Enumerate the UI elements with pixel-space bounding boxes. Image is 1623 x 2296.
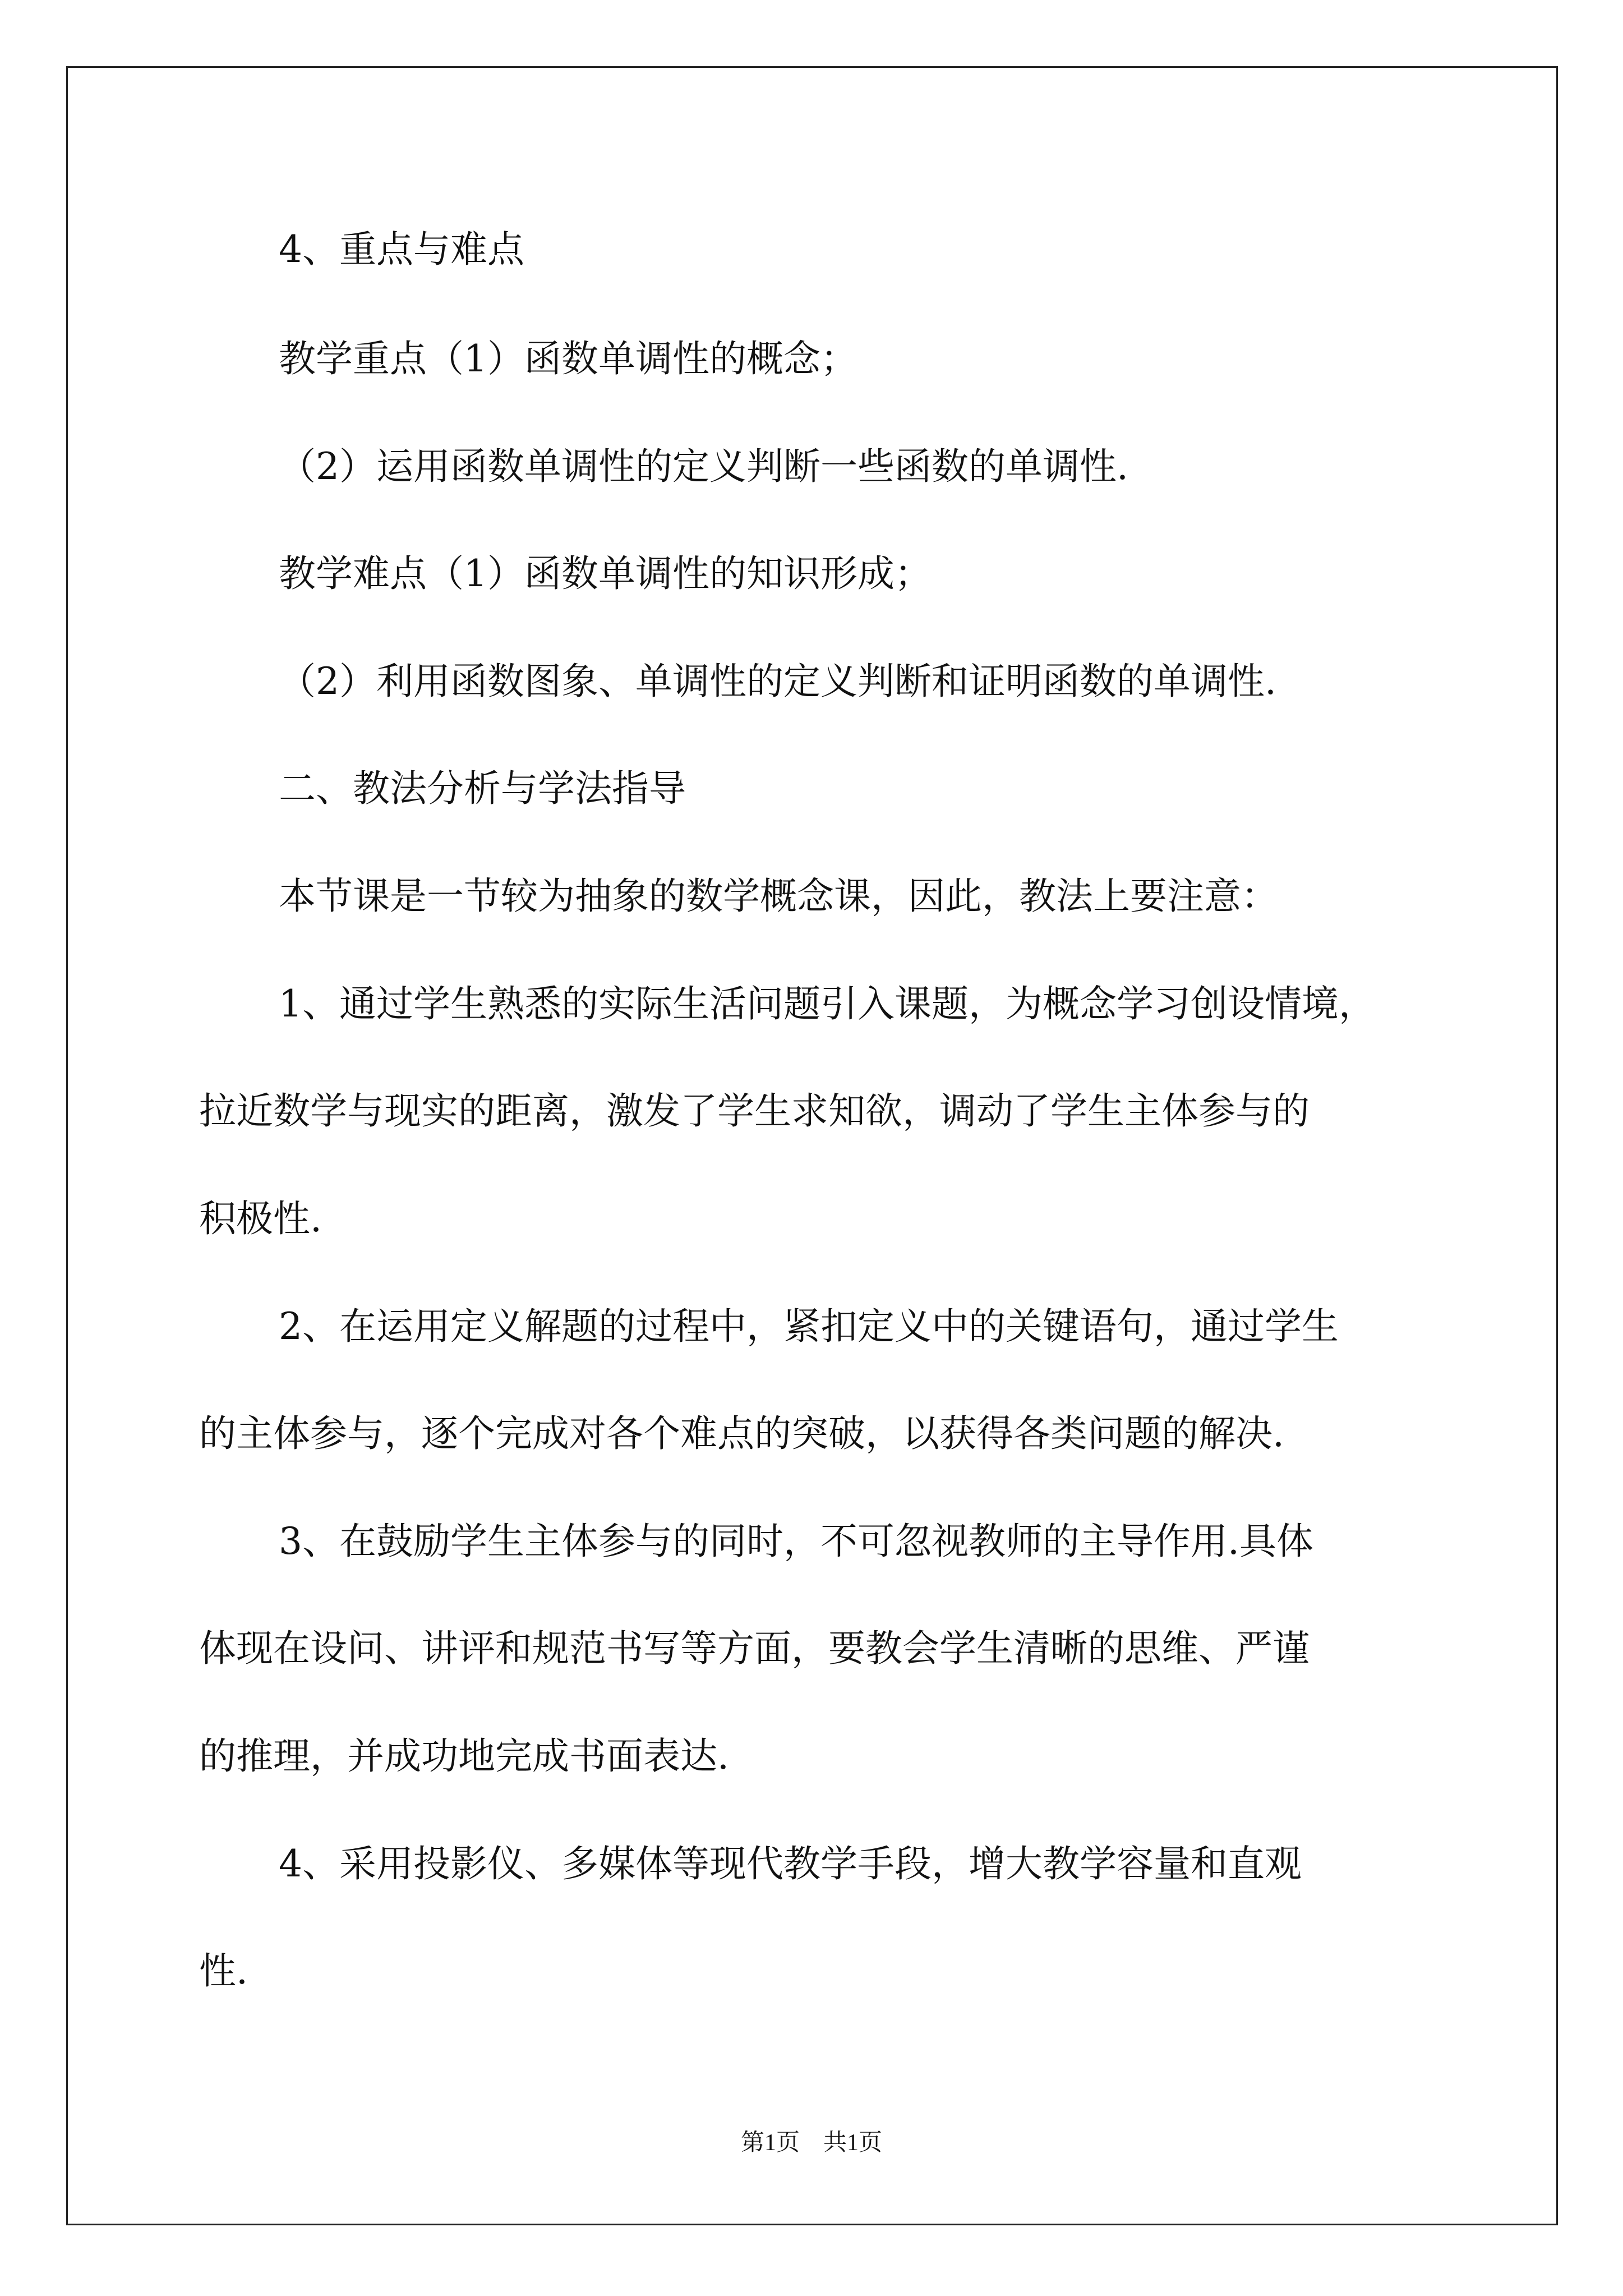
paragraph-line: 1、通过学生熟悉的实际生活问题引入课题，为概念学习创设情境， [279, 982, 1376, 1025]
paragraph-line: 体现在设问、讲评和规范书写等方面，要教会学生清晰的思维、严谨 [199, 1627, 1310, 1670]
paragraph-line: 的推理，并成功地完成书面表达. [199, 1734, 729, 1778]
page-footer: 第1页 共1页 [740, 2130, 882, 2156]
paragraph-line: 教学难点（1）函数单调性的知识形成； [279, 552, 932, 595]
page-border [66, 66, 1558, 2225]
paragraph-line: 积极性. [199, 1197, 322, 1240]
paragraph-line: 4、采用投影仪、多媒体等现代教学手段，增大教学容量和直观 [279, 1842, 1302, 1885]
paragraph-line: （2）利用函数图象、单调性的定义判断和证明函数的单调性. [279, 660, 1276, 703]
paragraph-line: 教学重点（1）函数单调性的概念； [279, 337, 857, 380]
paragraph-line: 拉近数学与现实的距离，激发了学生求知欲，调动了学生主体参与的 [199, 1089, 1310, 1133]
section-heading-teaching-methods: 二、教法分析与学法指导 [279, 767, 686, 810]
paragraph-line: 性. [199, 1949, 248, 1993]
paragraph-line: （2）运用函数单调性的定义判断一些函数的单调性. [279, 445, 1128, 488]
paragraph-line: 本节课是一节较为抽象的数学概念课，因此，教法上要注意： [279, 875, 1278, 918]
paragraph-line: 2、在运用定义解题的过程中，紧扣定义中的关键语句，通过学生 [279, 1305, 1339, 1348]
paragraph-line: 3、在鼓励学生主体参与的同时，不可忽视教师的主导作用.具体 [279, 1520, 1313, 1563]
paragraph-line: 的主体参与，逐个完成对各个难点的突破，以获得各类问题的解决. [199, 1412, 1284, 1455]
section-heading-key-points: 4、重点与难点 [279, 228, 524, 271]
